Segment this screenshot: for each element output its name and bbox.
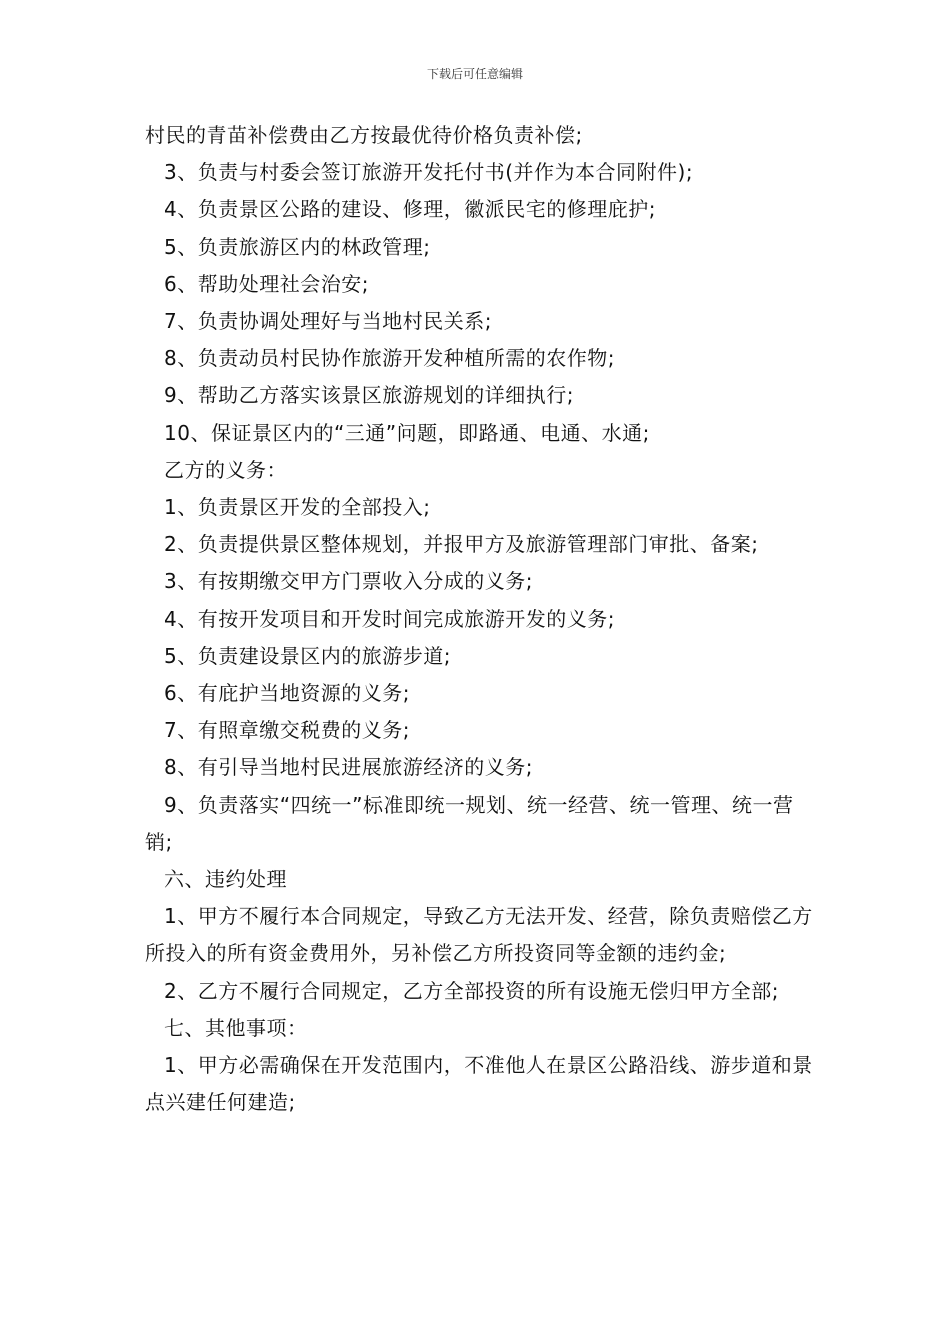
list-item: 8、有引导当地村民进展旅游经济的义务; xyxy=(164,755,533,780)
list-item: 1、负责景区开发的全部投入; xyxy=(164,495,431,520)
list-item: 9、帮助乙方落实该景区旅游规划的详细执行; xyxy=(164,383,574,408)
list-item: 7、有照章缴交税费的义务; xyxy=(164,718,410,743)
paragraph-compensation: 村民的青苗补偿费由乙方按最优待价格负责补偿; xyxy=(145,123,583,147)
page-header: 下载后可任意编辑 xyxy=(426,67,523,81)
list-item: 5、负责旅游区内的林政管理; xyxy=(164,234,431,259)
list-item: 1、甲方必需确保在开发范围内，不准他人在景区公路沿线、游步道和景点兴建任何建造; xyxy=(145,1053,813,1115)
section-heading-breach: 六、违约处理 xyxy=(164,867,287,892)
section-heading-other-matters: 七、其他事项： xyxy=(164,1015,308,1040)
list-item: 3、负责与村委会签订旅游开发托付书(并作为本合同附件); xyxy=(164,160,694,185)
list-item: 2、负责提供景区整体规划，并报甲方及旅游管理部门审批、备案; xyxy=(164,532,759,557)
list-item: 6、帮助处理社会治安; xyxy=(164,271,369,296)
list-item: 2、乙方不履行合同规定，乙方全部投资的所有设施无偿归甲方全部; xyxy=(164,978,779,1003)
list-item: 1、甲方不履行本合同规定，导致乙方无法开发、经营，除负责赔偿乙方所投入的所有资金费用外，另补偿乙方所投资同等金额的违约金; xyxy=(145,904,813,966)
list-item: 3、有按期缴交甲方门票收入分成的义务; xyxy=(164,569,533,594)
list-item: 4、负责景区公路的建设、修理，徽派民宅的修理庇护; xyxy=(164,197,656,222)
section-heading-party-b-duties: 乙方的义务： xyxy=(164,457,287,482)
list-item: 9、负责落实“四统一”标准即统一规划、统一经营、统一管理、统一营销; xyxy=(145,792,794,854)
list-item: 5、负责建设景区内的旅游步道; xyxy=(164,643,451,668)
document-body xyxy=(145,117,817,1121)
list-item: 6、有庇护当地资源的义务; xyxy=(164,681,410,706)
list-item: 7、负责协调处理好与当地村民关系; xyxy=(164,309,492,334)
list-item: 8、负责动员村民协作旅游开发种植所需的农作物; xyxy=(164,346,615,371)
list-item: 10、保证景区内的“三通”问题，即路通、电通、水通; xyxy=(164,420,650,445)
list-item: 4、有按开发项目和开发时间完成旅游开发的义务; xyxy=(164,606,615,631)
